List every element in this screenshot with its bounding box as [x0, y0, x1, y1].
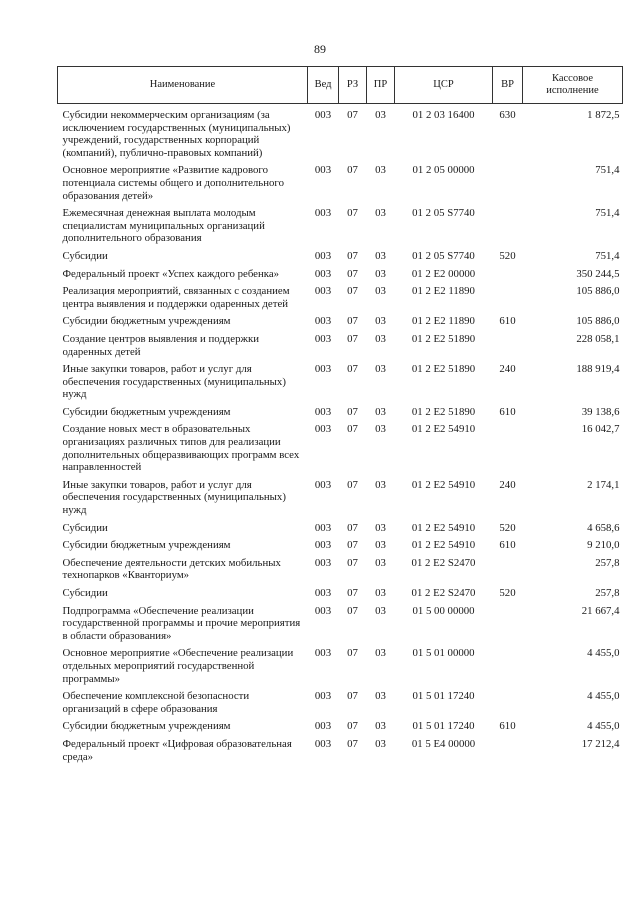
cell-name: Субсидии бюджетным учреждениям: [62, 720, 231, 733]
cell-rz: 07: [347, 647, 358, 660]
cell-amount: 228 058,1: [576, 332, 620, 345]
cell-amount: 4 455,0: [587, 690, 620, 703]
cell-ved: 003: [314, 207, 332, 220]
cell-rz: 07: [347, 556, 358, 569]
cell-amount: 9 210,0: [587, 539, 620, 552]
cell-ved: 003: [314, 539, 332, 552]
cell-vr: [493, 205, 523, 248]
cell-ved: 003: [314, 363, 332, 376]
cell-ved: 003: [314, 423, 332, 436]
table-row: [58, 421, 623, 476]
cell-pr: 03: [375, 267, 386, 280]
cell-pr: 03: [375, 405, 386, 418]
cell-amount: 4 455,0: [587, 647, 620, 660]
cell-vr: 520: [499, 521, 516, 534]
cell-pr: 03: [375, 478, 386, 491]
cell-ved: 003: [314, 521, 332, 534]
cell-csr: 01 2 E2 51890: [411, 405, 476, 418]
cell-rz: 07: [347, 737, 358, 750]
cell-vr: [493, 736, 523, 766]
cell-pr: 03: [375, 109, 386, 121]
cell-pr: 03: [375, 521, 386, 534]
cell-amount: 105 886,0: [576, 315, 620, 328]
table-row: [58, 283, 623, 313]
cell-name: Субсидии бюджетным учреждениям: [62, 539, 231, 552]
cell-csr: 01 5 E4 00000: [411, 737, 476, 750]
cell-name: Иные закупки товаров, работ и услуг для обеспечения государственных (муниципальных) нужд: [62, 478, 286, 517]
cell-name: Ежемесячная денежная выплата молодым специалистам муниципальных организаций дополнительного образования: [62, 207, 265, 245]
cell-ved: 003: [314, 164, 332, 177]
cell-rz: 07: [347, 587, 358, 599]
cell-rz: 07: [347, 720, 358, 733]
cell-name: Обеспечение комплексной безопасности организаций в сфере образования: [62, 690, 250, 715]
table-row: [58, 162, 623, 205]
cell-name: Субсидии бюджетным учреждениям: [62, 405, 231, 418]
cell-vr: 520: [499, 587, 516, 599]
table-row: [58, 585, 623, 603]
table-row: [58, 266, 623, 284]
cell-pr: 03: [375, 647, 386, 660]
cell-amount: 188 919,4: [576, 363, 620, 376]
cell-csr: 01 2 E2 54910: [411, 539, 476, 552]
cell-pr: 03: [375, 720, 386, 733]
cell-vr: 240: [499, 363, 516, 376]
cell-amount: 257,8: [595, 587, 620, 599]
cell-vr: [493, 555, 523, 585]
cell-amount: 2 174,1: [587, 478, 620, 491]
cell-csr: 01 2 05 S7740: [412, 207, 475, 220]
table-row: [58, 718, 623, 736]
cell-name: Основное мероприятие «Развитие кадрового потенциала системы общего и дополнительного образования детей»: [62, 164, 284, 202]
cell-amount: 21 667,4: [581, 604, 620, 617]
cell-csr: 01 2 05 00000: [412, 164, 475, 177]
header-ved: Вед: [308, 67, 339, 104]
cell-csr: 01 5 01 00000: [412, 647, 475, 660]
cell-ved: 003: [314, 285, 332, 298]
cell-vr: 240: [499, 478, 516, 491]
cell-rz: 07: [347, 285, 358, 298]
cell-name: Субсидии: [62, 521, 108, 534]
cell-pr: 03: [375, 315, 386, 328]
cell-ved: 003: [314, 405, 332, 418]
cell-rz: 07: [347, 109, 358, 121]
cell-vr: 610: [499, 315, 516, 328]
cell-amount: 1 872,5: [587, 109, 620, 121]
cell-csr: 01 2 E2 S2470: [411, 556, 476, 569]
cell-ved: 003: [314, 267, 332, 280]
cell-pr: 03: [375, 690, 386, 703]
cell-rz: 07: [347, 332, 358, 345]
cell-csr: 01 2 05 S7740: [412, 249, 475, 262]
cell-ved: 003: [314, 109, 332, 121]
cell-name: Субсидии некоммерческим организациям (за исключением государственных (муниципальных) учреждений, государственных корпораций (компаний), публично-правовых компаний): [62, 109, 291, 159]
cell-rz: 07: [347, 405, 358, 418]
cell-rz: 07: [347, 539, 358, 552]
cell-csr: 01 2 03 16400: [412, 109, 475, 121]
cell-csr: 01 5 00 00000: [412, 604, 475, 617]
table-row: [58, 688, 623, 718]
cell-ved: 003: [314, 332, 332, 345]
cell-pr: 03: [375, 207, 386, 220]
cell-vr: [493, 688, 523, 718]
table-header-row: [58, 67, 623, 104]
cell-vr: [493, 421, 523, 476]
table-row: [58, 331, 623, 361]
cell-vr: [493, 283, 523, 313]
cell-vr: [493, 645, 523, 688]
cell-name: Субсидии бюджетным учреждениям: [62, 315, 231, 328]
table-body: [58, 104, 623, 767]
cell-amount: 4 455,0: [587, 720, 620, 733]
cell-name: Реализация мероприятий, связанных с созданием центра выявления и поддержки одаренных детей: [62, 285, 290, 310]
cell-rz: 07: [347, 164, 358, 177]
table-row: [58, 555, 623, 585]
cell-rz: 07: [347, 249, 358, 262]
table-row: [58, 603, 623, 646]
cell-vr: 610: [499, 720, 516, 733]
table-row: [58, 104, 623, 163]
cell-csr: 01 2 E2 54910: [411, 478, 476, 491]
cell-vr: [493, 266, 523, 284]
header-pr: ПР: [367, 67, 395, 104]
header-rz: РЗ: [339, 67, 367, 104]
cell-vr: 610: [499, 405, 516, 418]
table-row: [58, 520, 623, 538]
cell-name: Создание центров выявления и поддержки одаренных детей: [62, 332, 259, 358]
cell-rz: 07: [347, 690, 358, 703]
cell-vr: [493, 331, 523, 361]
cell-name: Подпрограмма «Обеспечение реализации государственной программы и прочие мероприятия в области образования»: [62, 604, 301, 642]
cell-amount: 751,4: [595, 207, 620, 220]
cell-pr: 03: [375, 332, 386, 345]
table-row: [58, 313, 623, 331]
cell-amount: 39 138,6: [581, 405, 620, 418]
cell-amount: 17 212,4: [581, 737, 620, 750]
cell-amount: 751,4: [595, 249, 620, 262]
cell-csr: 01 5 01 17240: [412, 690, 475, 703]
cell-pr: 03: [375, 285, 386, 298]
cell-name: Субсидии: [62, 249, 108, 262]
cell-rz: 07: [347, 604, 358, 617]
budget-table: [57, 66, 623, 766]
cell-pr: 03: [375, 604, 386, 617]
table-row: [58, 645, 623, 688]
cell-amount: 105 886,0: [576, 285, 620, 298]
cell-ved: 003: [314, 587, 332, 599]
cell-ved: 003: [314, 604, 332, 617]
cell-csr: 01 2 E2 54910: [411, 423, 476, 436]
cell-csr: 01 2 E2 51890: [411, 363, 476, 376]
cell-name: Субсидии: [62, 587, 108, 599]
cell-name: Иные закупки товаров, работ и услуг для обеспечения государственных (муниципальных) нужд: [62, 363, 286, 401]
cell-pr: 03: [375, 539, 386, 552]
header-amount: Кассовое исполнение: [523, 67, 623, 104]
cell-amount: 751,4: [595, 164, 620, 177]
cell-name: Создание новых мест в образовательных организациях различных типов для реализации дополнительных общеразвивающих программ всех направленностей: [62, 423, 300, 474]
header-csr: ЦСР: [395, 67, 493, 104]
header-vr: ВР: [493, 67, 523, 104]
header-name: Наименование: [58, 67, 308, 104]
cell-ved: 003: [314, 478, 332, 491]
cell-pr: 03: [375, 556, 386, 569]
cell-vr: 630: [499, 109, 516, 121]
cell-rz: 07: [347, 267, 358, 280]
table-row: [58, 477, 623, 520]
cell-csr: 01 2 E2 54910: [411, 521, 476, 534]
table-row: [58, 248, 623, 266]
cell-ved: 003: [314, 556, 332, 569]
table-row: [58, 205, 623, 248]
cell-pr: 03: [375, 363, 386, 376]
cell-vr: 610: [499, 539, 516, 552]
table-row: [58, 404, 623, 422]
cell-csr: 01 2 E2 00000: [411, 267, 476, 280]
cell-ved: 003: [314, 249, 332, 262]
cell-rz: 07: [347, 478, 358, 491]
cell-csr: 01 2 E2 11890: [412, 285, 475, 298]
page-number: 89: [314, 42, 326, 56]
cell-name: Федеральный проект «Успех каждого ребенка»: [62, 267, 280, 280]
cell-csr: 01 2 E2 11890: [412, 315, 475, 328]
cell-rz: 07: [347, 423, 358, 436]
cell-vr: [493, 603, 523, 646]
cell-amount: 16 042,7: [581, 423, 620, 436]
cell-pr: 03: [375, 587, 386, 599]
cell-ved: 003: [314, 647, 332, 660]
cell-rz: 07: [347, 207, 358, 220]
cell-vr: [493, 162, 523, 205]
cell-pr: 03: [375, 737, 386, 750]
cell-name: Федеральный проект «Цифровая образовательная среда»: [62, 737, 292, 763]
cell-amount: 257,8: [595, 556, 620, 569]
cell-pr: 03: [375, 249, 386, 262]
cell-amount: 350 244,5: [576, 267, 620, 280]
cell-ved: 003: [314, 720, 332, 733]
cell-csr: 01 2 E2 51890: [411, 332, 476, 345]
cell-rz: 07: [347, 363, 358, 376]
cell-pr: 03: [375, 423, 386, 436]
cell-name: Обеспечение деятельности детских мобильных технопарков «Кванториум»: [62, 556, 281, 582]
cell-name: Основное мероприятие «Обеспечение реализации отдельных мероприятий государственной программы»: [62, 647, 294, 685]
cell-vr: 520: [499, 249, 516, 262]
table-row: [58, 537, 623, 555]
cell-csr: 01 5 01 17240: [412, 720, 475, 733]
cell-ved: 003: [314, 737, 332, 750]
cell-csr: 01 2 E2 S2470: [411, 587, 476, 599]
table-row: [58, 361, 623, 404]
table-row: [58, 736, 623, 766]
cell-amount: 4 658,6: [587, 521, 620, 534]
cell-ved: 003: [314, 315, 332, 328]
cell-rz: 07: [347, 315, 358, 328]
cell-rz: 07: [347, 521, 358, 534]
cell-pr: 03: [375, 164, 386, 177]
cell-ved: 003: [314, 690, 332, 703]
